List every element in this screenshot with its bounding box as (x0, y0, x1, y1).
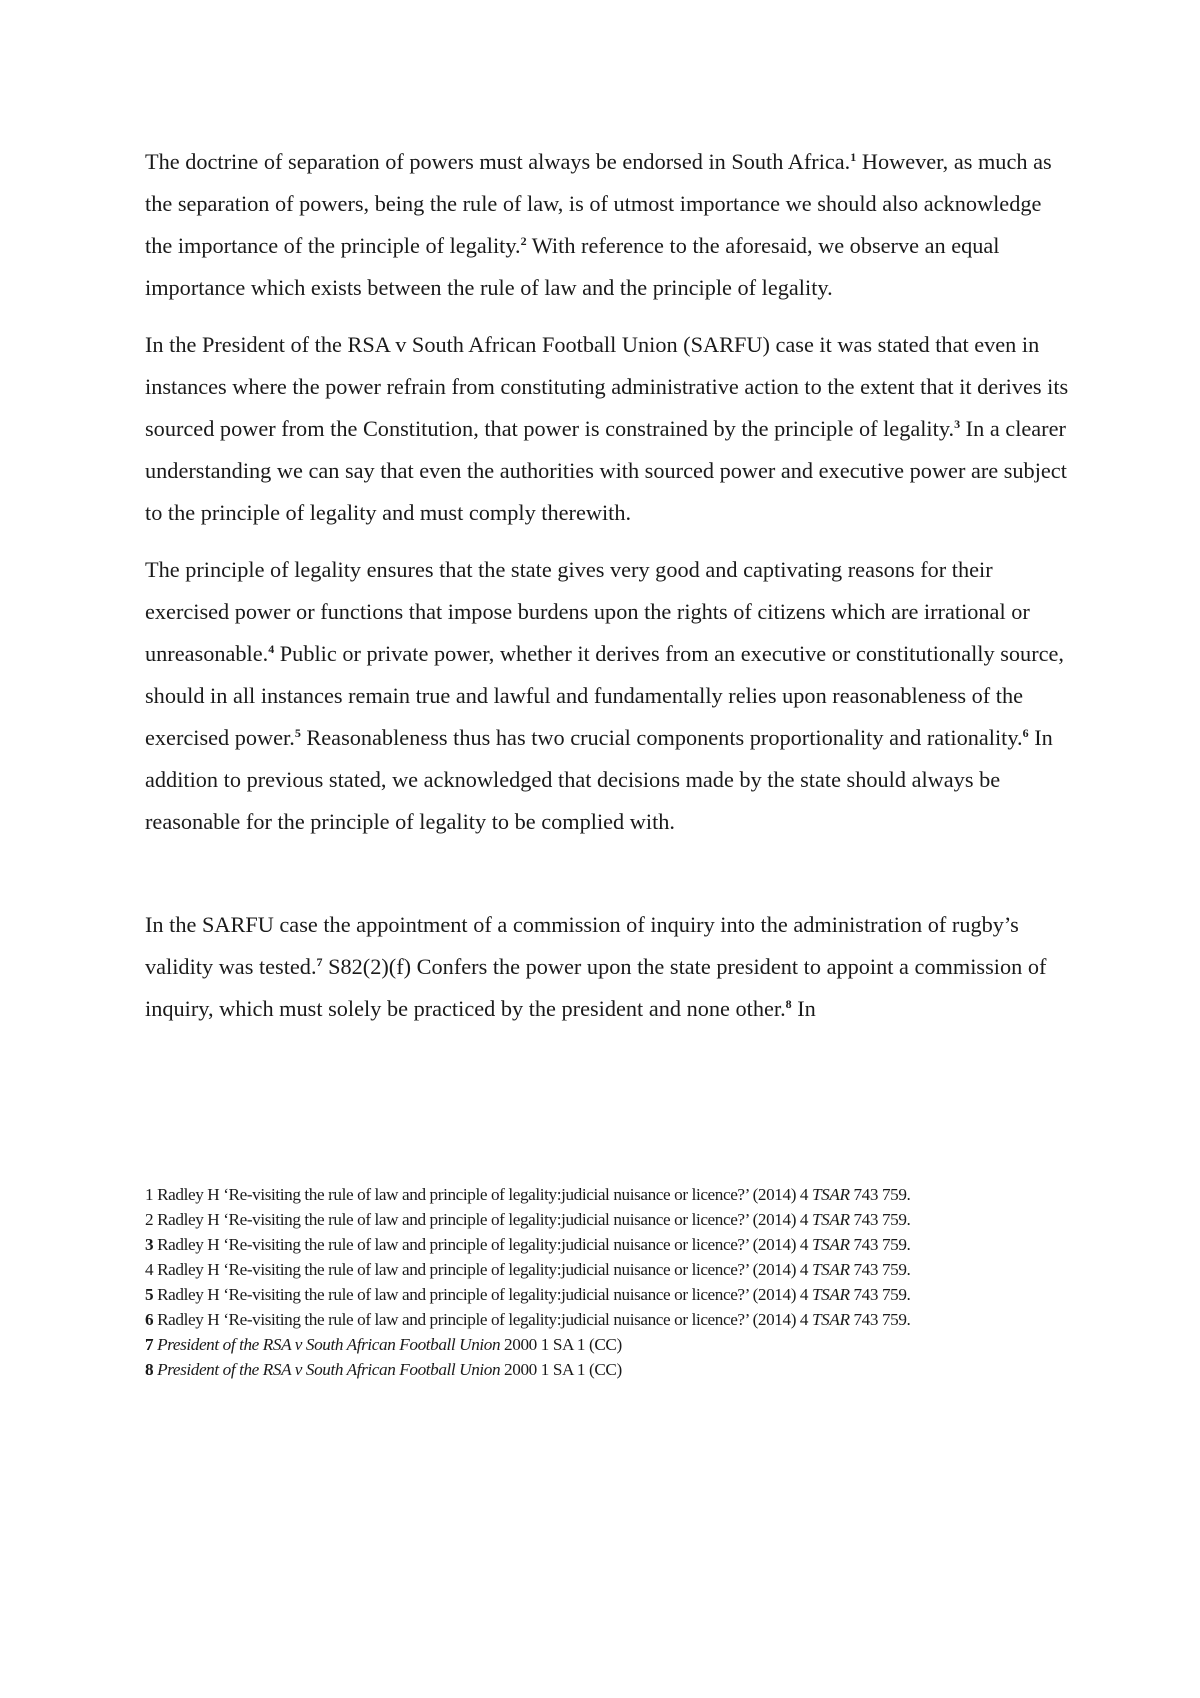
footnote-ref-5[interactable]: 5 (294, 726, 301, 740)
footnote-6: 6 Radley H ‘Re-visiting the rule of law and principle of legality:judicial nuisance or licence?’ (2014) 4 TSAR 743 759. (145, 1310, 911, 1329)
footnote-ref-1[interactable]: 1 (850, 150, 857, 164)
footnote-3: 3 Radley H ‘Re-visiting the rule of law and principle of legality:judicial nuisance or licence?’ (2014) 4 TSAR 743 759. (145, 1235, 911, 1254)
footnote-ref-6[interactable]: 6 (1022, 726, 1029, 740)
footnote-1: 1 Radley H ‘Re-visiting the rule of law and principle of legality:judicial nuisance or licence?’ (2014) 4 TSAR 743 759. (145, 1185, 911, 1204)
footnotes (145, 1182, 1070, 1382)
paragraph-3: The principle of legality ensures that the state gives very good and captivating reasons for their exercised power or functions that impose burdens upon the rights of citizens which are irrational or unreasonable.$^4$ Public or private power, whether it derives from an executive or constitutionally source, should in all instances remain true and lawful and fundamentally relies upon reasonableness of the exercised power.$^5$ Reasonableness thus has two crucial components proportionality and rationality.$^6$ In addition to previous stated, we acknowledged that decisions made by the state should always be reasonable for the principle of legality to be complied with. (145, 557, 1064, 834)
footnote-ref-4[interactable]: 4 (268, 642, 275, 656)
paragraph-4: In the SARFU case the appointment of a commission of inquiry into the administration of rugby’s validity was tested.$^7$ S82(2)(f) Confers the power upon the state president to appoint a commission of inquiry, which must solely be practiced by the president and none other.$^8$ In (145, 912, 1047, 1021)
footnote-5: 5 Radley H ‘Re-visiting the rule of law and principle of legality:judicial nuisance or licence?’ (2014) 4 TSAR 743 759. (145, 1285, 911, 1304)
footnote-ref-7[interactable]: 7 (316, 955, 323, 969)
footnote-ref-3[interactable]: 3 (954, 417, 961, 431)
footnote-4: 4 Radley H ‘Re-visiting the rule of law and principle of legality:judicial nuisance or licence?’ (2014) 4 TSAR 743 759. (145, 1260, 911, 1279)
footnote-2: 2 Radley H ‘Re-visiting the rule of law and principle of legality:judicial nuisance or licence?’ (2014) 4 TSAR 743 759. (145, 1210, 911, 1229)
footnote-ref-2[interactable]: 2 (520, 234, 527, 248)
paragraph-2: In the President of the RSA v South African Football Union (SARFU) case it was stated that even in instances where the power refrain from constituting administrative action to the extent that it derives its sourced power from the Constitution, that power is constrained by the principle of legality.$^3$ In a clearer understanding we can say that even the authorities with sourced power and executive power are subject to the principle of legality and must comply therewith. (145, 332, 1069, 525)
paragraph-1: The doctrine of separation of powers must always be endorsed in South Africa.$^1$ However, as much as the separation of powers, being the rule of law, is of utmost importance we should also acknowledge the importance of the principle of legality.$^2$ With reference to the aforesaid, we observe an equal importance which exists between the rule of law and the principle of legality. (145, 149, 1052, 300)
blank-line (145, 858, 1070, 904)
footnote-ref-8[interactable]: 8 (785, 997, 792, 1011)
document-body (145, 141, 1070, 1045)
footnote-8: 8 President of the RSA v South African Football Union 2000 1 SA 1 (CC) (145, 1360, 622, 1379)
footnote-7: 7 President of the RSA v South African Football Union 2000 1 SA 1 (CC) (145, 1335, 622, 1354)
